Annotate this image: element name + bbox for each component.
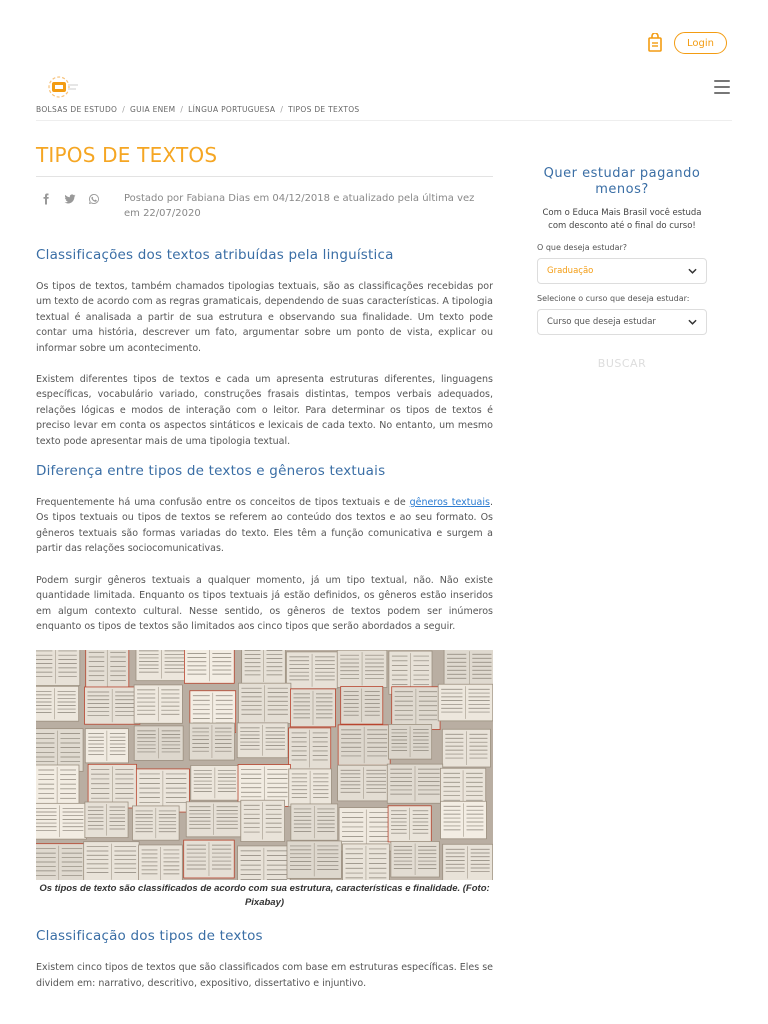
login-button[interactable]: Login [674,32,727,54]
breadcrumb-current: TIPOS DE TEXTOS [288,105,360,114]
article-meta [36,191,493,221]
chevron-down-icon [688,268,697,274]
shopping-bag-icon[interactable] [646,33,664,53]
section-heading: Classificações dos textos atribuídas pela linguística [36,247,394,263]
breadcrumb-bolsas[interactable]: BOLSAS DE ESTUDO [36,105,118,114]
breadcrumb-guia-enem[interactable]: GUIA ENEM [130,105,176,114]
paragraph: Existem diferentes tipos de textos e cada um apresenta estruturas diferentes, linguagens específicas, vocabulário variado, construções frasais distintas, tempos verbais adequados, relações lógicas e modos de interação com o leitor. Para determinar os tipos de textos é preciso levar em conta os aspectos sintáticos e lexicais de cada texto. No entanto, um mesmo texto pode apresentar mais de uma tipologia textual. [36,374,493,447]
title-divider [36,176,493,177]
twitter-icon[interactable] [64,193,76,205]
breadcrumb-lingua-portuguesa[interactable]: LÍNGUA PORTUGUESA [188,105,276,114]
article [36,140,493,991]
breadcrumb-separator: / [180,105,184,114]
section-heading: Classificação dos tipos de textos [36,928,263,945]
top-bar [646,32,727,54]
page-title: TIPOS DE TEXTOS [36,143,218,167]
facebook-icon[interactable] [40,193,52,205]
paragraph [36,495,493,557]
course-label: Selecione o curso que deseja estudar: [537,294,690,303]
site-header [36,72,730,102]
sidebar-title: Quer estudar pagando menos? [543,166,701,197]
chevron-down-icon [688,319,697,325]
open-books-image [36,650,493,880]
course-value: Curso que deseja estudar [547,317,656,327]
breadcrumb [36,105,732,121]
paragraph-text: Frequentemente há uma confusão entre os conceitos de tipos textuais e de [36,497,410,509]
study-sidebar [537,166,707,370]
logo[interactable] [36,74,80,100]
generos-textuais-link[interactable]: gêneros textuais [409,497,490,509]
hamburger-menu-icon[interactable] [714,80,730,94]
study-type-label: O que deseja estudar? [537,243,628,252]
paragraph-text: . Os tipos textuais ou tipos de textos se referem ao conteúdo dos textos e ao seu formato. Os gêneros textuais são formas variadas do texto. Eles têm a função comunicativa e surgem a partir das relações sociocomunicativas. [36,497,493,555]
paragraph: Os tipos de textos, também chamados tipologias textuais, são as classificações recebidas por um texto de acordo com as regras gramaticais, dependendo de suas características. A tipologia textual é analisada a partir de sua estrutura e observando sua finalidade. Um texto pode contar uma história, descrever um fato, argumentar sobre um ponto de vista, explicar ou informar sobre um acontecimento. [36,281,493,354]
section-heading: Diferença entre tipos de textos e gêneros textuais [36,463,386,480]
paragraph: Podem surgir gêneros textuais a qualquer momento, já um tipo textual, não. Não existe quantidade limitada. Enquanto os tipos textuais já estão definidos, os gêneros estão inseridos em algum contexto cultural. Nesse sentido, os gêneros de textos podem ser inúmeros enquanto os tipos de textos são limitados aos cinco tipos que serão abordados a seguir. [36,574,493,632]
sidebar-description: Com o Educa Mais Brasil você estuda com desconto até o final do curso! [542,208,702,231]
post-meta-text: Postado por Fabiana Dias em 04/12/2018 e atualizado pela última vez em 22/07/2020 [124,193,475,219]
whatsapp-icon[interactable] [88,193,100,205]
breadcrumb-separator: / [280,105,284,114]
figure-caption: Os tipos de texto são classificados de acordo com sua estrutura, características e finalidade. (Foto: Pixabay) [39,883,490,909]
course-select[interactable] [537,309,707,335]
paragraph: Existem cinco tipos de textos que são classificados com base em estruturas específicas. Eles se dividem em: narrativo, descritivo, expositivo, dissertativo e injuntivo. [36,962,493,989]
breadcrumb-separator: / [122,105,126,114]
search-button[interactable]: BUSCAR [597,357,647,370]
share-buttons [36,191,124,221]
brand-logo-icon [36,74,80,100]
study-type-value: Graduação [547,266,594,276]
study-type-select[interactable] [537,258,707,284]
article-figure [36,650,493,910]
